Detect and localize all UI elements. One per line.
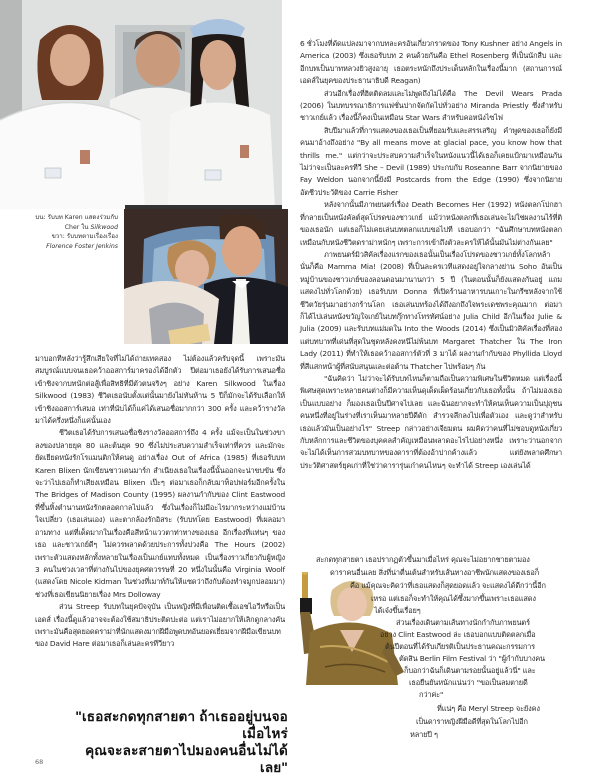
wrap-line-9: ตัดสิน Berlin Film Festival ว่า "ผู้กำกับบางคน (399, 654, 545, 663)
florence-illustration (124, 209, 288, 344)
left-paragraph-2: ชีวิตเธอได้รับการเสนอชื่อชิงรางวัลออสการ์ถึง 4 ครั้ง แม้จะเป็นในช่วงขาลงของปลายยุค 80 และต้นยุค 90 ซึ่งไม่ประสบความสำเร็จเท่าที่ควร และมักจะยัดเยียดหนังรักโรแมนติกให้คนดู อย่างเรื่อง Out of Africa (1985) ที่เธอรับบท Karen Blixen นักเขียนชาวเดนมาร์ก สำเนียงเธอในเรื่องนี้นั้นออกจะน่าขบขัน ซึ่งจะว่าไปเธอก็ทำเสียงเหมือน Blixen เป๊ะๆ ต่อมาเธอก็กลับมาท็อปฟอร์มอีกครั้งใน The Bridges of Madison County (1995) ผลงานกำกับของ Clint Eastwood ที่ขึ้นหิ้งตำนานหนังรักตลอดกาลไปแล้ว ซึ่งในเรื่องก็ไม่มีอะไรมากระหว่างแม่บ้านใจเปลี่ยว (เธอเล่นเอง) และตากล้องรักอิสระ (รับบทโดย Eastwood) ที่เผลอมาถามทาง แต่ที่เด็ดมากในเรื่องคือสีหน้าแววตาท่าทางของเธอ อีกเรื่องที่แท่นๆ ของเธอ และชาวเกย์ดีๆ ไม่ควรพลาดด้วยประการทั้งปวงคือ The Hours (2002) เพราะตัวแสดงหลักทั้งหลายในเรื่องเป็นเกย์แทบทั้งหมด เป็นเรื่องราวเกี่ยวกับผู้หญิง 3 คนในช่วงเวลาที่ต่างกันไปของยุคศตวรรษที่ 20 หนึ่งในนั้นคือ Virginia Woolf (แสดงโดย Nicole Kidman ในช่วงที่เมาท์กันให้แซดว่าถึงกับต้องทำจมูกปลอมมา) ช่วงที่เธอเขียนนิยายเรื่อง Mrs Dolloway (35, 428, 285, 599)
wrap-line-7: อย่าง Clint Eastwood ล่ะ เธอบอกแบบติดตลกเมื่อ (380, 630, 536, 639)
caption-line-2: Cher ใน Silkwood (64, 223, 118, 231)
wrap-line-4: เหรอ แต่เธอก็จะทำให้คุณได้ซึ้งมากขึ้นเพราะเธอแสดง (371, 594, 536, 603)
right-paragraph-3: สิบปีมาแล้วที่การแสดงของเธอเป็นที่ยอมรับและสรรเสริญ คำพูดของเธอก็ยังมีคนมาอ้างถึงอย่าง "By all means move at glacial pace, you know how that thrills me." แต่กว่าจะประสบความสำเร็จในหนังแนวนี้ได้เธอก็เคยแป้กมาเหมือนกัน ไม่ว่าจะเป็นละครทีวี She – Devil (1989) ประกบกับ Roseanne Barr จากนิยายของ Fay Weldon นอกจากนี้ยังมี Postcards from the Edge (1990) ซึ่งจากนิยายอัตชีวประวัติของ Carrie Fisher (300, 125, 562, 197)
oscar-illustration (300, 572, 406, 685)
page-number: 68 (35, 758, 44, 766)
wrap-line-6: ส่วนเรื่องเดินตามเส้นทางนักกำกับภาพยนตร์ (396, 618, 530, 627)
silkwood-illustration (0, 0, 282, 209)
right-paragraph-2: ส่วนอีกเรื่องที่ฮิตติดลมและไม่พูดถึงไม่ได้คือ The Devil Wears Prada (2006) ในบทบรรณาธิการแฟชั่นปากจัดกัดไปทั่วอย่าง Miranda Priestly ซึ่งสำหรับชาวเกย์แล้ว เรื่องนี้ก็คงเป็นเหมือน Star Wars สำหรับคอหนังไซไฟ (300, 88, 562, 123)
left-paragraph-1: มาบอกทีหลังว่ารู้สึกเสียใจที่ไม่ได้ถ่ายเทคสอง ไม่ต้องแล้วครับจุดนี้ เพราะมันสมบูรณ์แบบจนเธอคว้าออสการ์มาครองได้อีกตัว ปีต่อมาเธอยังได้รับการเสนอชื่อเข้าชิงจากบทนักต่อสู้เพื่อสิทธิที่มีตัวตนจริงๆ อย่าง Karen Silkwood ในเรื่อง Silkwood (1983) ชีวิตเธอนับตั้งแต่นั้นมายังไม่ทันห้าน 5 ปีก็มักจะได้รับเลือกให้เข้าชิงออสการ์เสมอ เท่าที่นับได้ก็แค่ได้เสนอชื่อมากกว่า 300 ครั้ง และคว้ารางวัลมาได้ครึ่งหนึ่งก็แค่นั้นเอง (35, 354, 285, 426)
caption-title-florence: Florence Foster Jenkins (46, 242, 118, 250)
photo-oscar (300, 572, 406, 685)
photo-florence-foster-jenkins (124, 209, 288, 344)
right-paragraph-4: หลังจากนั้นมีภาพยนตร์เรื่อง Death Becomes Her (1992) หนังตลกโปกฮาที่กลายเป็นหนังคัลต์สุดโปรดของชาวเกย์ แม้ว่าหนังตลกที่เธอเล่นจะไม่ใช่ผลงานไร้ที่ติของเธอนัก แต่เธอก็ไม่เคยเล่นบทตลกแบบขอไปที เธอบอกว่า "ฉันศึกษาบทหนังตลกเหมือนกับหนังชีวิตดราม่าหนักๆ เพราะการเข้าถึงตัวละครให้ได้นั้นมันไม่ต่างกันเลย" (300, 200, 562, 247)
wrap-line-3: คือ แม้คุณจะคิดว่าที่เธอแสดงก็สุดยอดแล้ว จะแสดงได้ดีกว่านี้อีก (350, 581, 546, 590)
wrap-line-5: ได้เจ๋งขึ้นเรื่อยๆ (374, 606, 421, 615)
photo-silkwood (0, 0, 282, 209)
article-right-column (300, 38, 562, 472)
wrap-line-12: กว่าค่ะ" (419, 690, 444, 699)
wrap-line-13: ที่แน่ๆ คือ Meryl Streep จะยังคง (437, 704, 540, 713)
pull-quote-line-2: คุณจะละสายตาไปมองคนอื่นไม่ได้เลย" (85, 743, 288, 775)
wrap-line-15: หลายปี ๆ (410, 730, 438, 739)
wrap-line-14: เป็นดาราหญิงฝีมือดีที่สุดในโลกไปอีก (416, 717, 528, 726)
pull-quote (60, 708, 288, 776)
wrap-line-2: ดาราคนอื่นเลย สิ่งที่น่าตื่นเต้นสำหรับเส้นทางอาชีพนักแสดงของเธอก็ (330, 568, 540, 577)
photo-caption (30, 213, 118, 251)
caption-line-1: บน: รับบท Karen แสดงร่วมกับ (35, 214, 118, 221)
right-paragraph-1: 6 ชั่วโมงที่ดัดแปลงมาจากบทละครอันเกี่ยวกราดของ Tony Kushner อย่าง Angels in America (2003) ซึ่งเธอรับบท 2 คนด้วยกันคือ Ethel Rosenberg ที่เป็นนักสืบ และอีกบทเป็นบาทหลวงยิวสูงอายุ เธอตระหนักถึงประเด็นหลักในเรื่องนี้มาก (สถานการณ์เอดส์ในยุคของประธานาธิบดี Reagan) (300, 39, 562, 86)
article-left-column (35, 353, 285, 651)
left-paragraph-3: ส่วน Streep รับบทในยุคปัจจุบัน เป็นหญิงที่มีเพื่อนติดเชื้อเอชไอวีหรือเป็นเอดส์ เรื่องนี้ดูแล้วอาจจะต้องใช้สมาธิประติดปะต่อ แต่เราไม่อยากให้เลิกดูกลางคัน เพราะมันคือสุดยอดดราม่าที่นักแสดงมากฝีมือพูดบทอันยอดเยี่ยมจากฝีมือเขียนบทของ David Hare ต่อมาเธอก็เล่นละครทีวียาว (35, 602, 285, 649)
caption-title-silkwood: Silkwood (90, 223, 118, 231)
wrap-line-11: เธอยืนยันหนักแน่นว่า "ขอเป็นลมตายดี (409, 678, 528, 687)
caption-line-3: ขวา: รับบทตามเรื่องเรื่อง (51, 233, 118, 240)
pull-quote-line-1: "เธอสะกดทุกสายตา ถ้าเธออยู่บนจอเมื่อไหร่ (75, 709, 288, 741)
right-paragraph-6: "ฉันคิดว่า ไม่ว่าจะได้รับบทไหนก็ตามถือเป็นความพิเศษในชีวิตหมด แต่เรื่องนี้พิเศษสุดเพราะหลายคนต่างก็มีความเห็นดุเด็ดเผ็ดร้อนเกี่ยวกับเธอทั้งนั้น ถ้าไม่มองเธอเป็นแบบอย่าง ก็มองเธอเป็นปีศาจไปเลย และฉันอยากจะทำให้คนเห็นความเป็นปุถุชนคนหนึ่งที่อยู่ในร่างที่เราเห็นมาหลายปีดีดัก สำรวจลึกลงไปเพื่อตัวเอง และดูว่าสำหรับเธอแล้วมันเป็นอย่างไร" Streep กล่าวอย่างเจียมตน ผมคิดว่าคนที่ไม่ชอบดูหนังเกี่ยวกับหลักการและชีวิตของบุคคลสำคัญเหมือนพลาดอะไรไปอย่างหนึ่ง เพราะว่านอกจากจะไม่ได้เห็นการสวมบทบาทของดาราที่ต้องอ้าปากค้างแล้ว แต่ยังพลาดศึกษาประวัติศาสตร์ยุคเก่าที่ใช่ว่าดารารุ่นเก๋าคนไหนๆ จะทำได้ Streep เองเล่นได้ (300, 373, 562, 470)
wrap-line-8: ต้นปีตอนที่ได้รับเกียรติเป็นประธานคณะกรรมการ (385, 642, 535, 651)
wrap-line-10: ก็บอกว่าฉันก็เดินตามรอยนั้นอยู่แล้วนี่" และ (404, 666, 536, 675)
wrap-line-1: สะกดทุกสายตา เธอปรากฏตัวขึ้นมาเมื่อไหร่ คุณจะไม่อยากชายตามอง (316, 555, 530, 564)
right-paragraph-5: ภาพยนตร์มิวสิคัลเรื่องแรกของเธอนั้นเป็นเรื่องโปรดของชาวเกย์ทั้งโลกหล้า นั่นก็คือ Mamma Mia! (2008) ที่เป็นละครเวทีแสดงอยู่ใจกลางย่าน Soho อันเป็นหมู่บ้านของชาวเกย์ของลอนดอนมานานกว่า 5 ปี (ในตอนนั้นก็ยังแสดงกันอยู่ แถมแสดงไปทั่วโลกด้วย) เธอรับบท Donna ที่เปิดร้านอาหารบนเกาะในกรีซหลังจากใช้ชีวิตวัยรุ่นมาอย่างกร้านโลก เธอเล่นบทร้องได้ถึงอกถึงใจพระเดชพระคุณมาก ต่อมาก็ได้ไปเล่นหนังขวัญใจเกย์ในบทกุ๊กทางโทรทัศน์อย่าง Julia Child อีกในเรื่อง Julie & Julia (2009) และรับบทแม่มดใน Into the Woods (2014) ซึ่งเป็นมิวสิคัลเรื่องที่สอง แต่บทบาทที่เด่นที่สุดในชุดหลังคงหนีไม่พ้นบท Margaret Thatcher ใน The Iron Lady (2011) ที่ทำให้เธอคว้าออสการ์ตัวที่ 3 มาได้ ผลงานกำกับของ Phyllida Lloyd ที่สีแสกหน้าผู้ที่สนับสนุนและต่อต้าน Thatcher ไปพร้อมๆ กัน (300, 249, 562, 371)
